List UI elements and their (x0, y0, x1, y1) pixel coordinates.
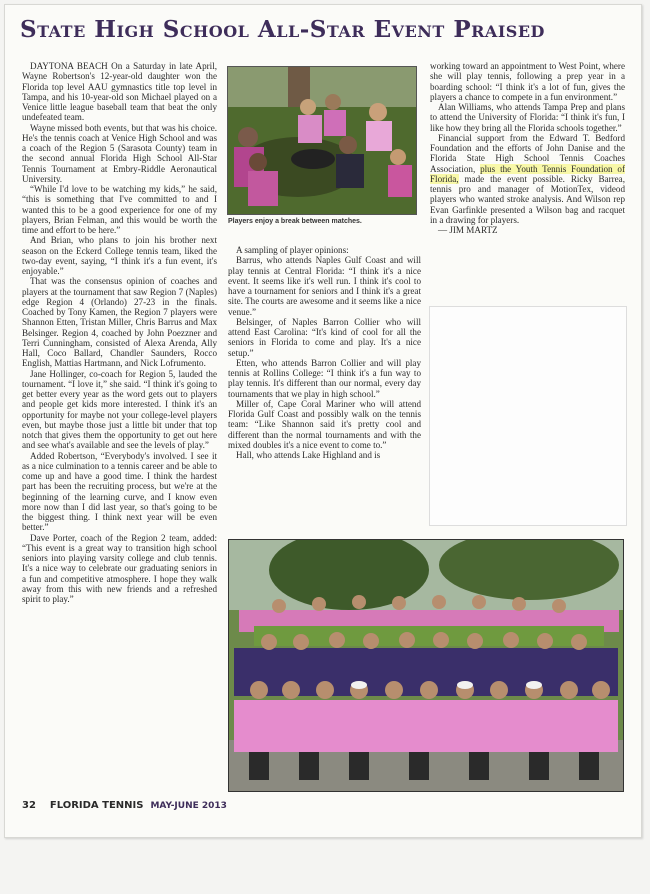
highlighted-text: plus the Youth Tennis Foundation of Florida, (430, 163, 625, 184)
paragraph: Belsinger, of Naples Barron Collier who will attend East Carolina: “It's kind of cool for all the seniors in Florida to come and play. It's a nice setup.” (228, 316, 421, 358)
paragraph: A sampling of player opinions: (236, 245, 349, 255)
article-column-3 (430, 61, 625, 235)
paragraph: Added Robertson, “Everybody's involved. I see it as a nice culmination to a tennis career and be able to come up and have a good time. I think the hardest part has been the recruiting process, but we're at the beginning of the learning curve, and I know even more now than I did last year, so that's going to be the biggest thing. I think next year will be even better.” (22, 450, 217, 533)
headline: State High School All-Star Event Praised (20, 16, 545, 43)
paragraph: That was the consensus opinion of coaches and players at the tournament that saw Region 7 (Naples) edge Region 4 (Orlando) 27-23 in the finals. Coached by Tony Kamen, the Region 7 players were Shannon Etten, Tristan Miller, Chris Barrus and Max Belsinger. Region 4, coached by John Poezzner and Terri Cunningham, consisted of Alexa Arenda, Ally Hall, Coco Ballard, Chandler Saunders, Rocco English, Mattias Hartmann, and Nick Lofrumento. (22, 276, 217, 369)
paragraph: Wayne missed both events, but that was his choice. He's the tennis coach at Venice High School and was a coach of the Region 5 (Sarasota County) team in the second annual Florida High School All-Star Tennis Tournament at Embry-Riddle Aeronautical University. (22, 122, 217, 184)
article-column-2 (228, 245, 421, 460)
byline: — JIM MARTZ (438, 225, 498, 235)
paragraph-text: Financial support from the Edward T. Bedford Foundation and the efforts of John Danise and the Florida State High School Tennis Coaches Association, (430, 132, 625, 174)
paragraph-text: made the event possible. Ricky Barrea, tennis pro and manager of MotionTex, videod players who wanted stroke analysis. And Wilson rep Evan Garfinkle presented a Wilson bag and racquet in a drawing for players. (430, 173, 625, 225)
paragraph: Barrus, who attends Naples Gulf Coast and will play tennis at Central Florida: “I think it's a nice event. It seems like it's well run. I think it's cool to have a tournament for seniors and I think it's a great site. The courts are awesome and it seems like a nice venue.” (228, 255, 421, 317)
photo-caption: Players enjoy a break between matches. (228, 218, 362, 225)
article-column-1 (22, 61, 217, 604)
paragraph (430, 133, 625, 225)
paragraph: Hall, who attends Lake Highland and is (236, 450, 381, 460)
paragraph: Etten, who attends Barron Collier and will play tennis at Rollins College: “I think it's a fun way to play tennis. It's different than our normal, every day tournaments that we play in high school.” (228, 357, 421, 399)
group-photo (228, 539, 624, 792)
paragraph: Dave Porter, coach of the Region 2 team, added: “This event is a great way to transition high school seniors into playing varsity college and club tennis. It's a nice way to celebrate our graduating seniors in a fun and competitive atmosphere. I hope they walk away from this with new friends and a refreshed spirit to play.” (22, 532, 217, 604)
players-break-photo (227, 66, 417, 215)
issue-date: MAY-JUNE 2013 (150, 801, 227, 811)
paragraph: And Brian, who plans to join his brother next season on the Eckerd College tennis team, liked the two-day event, saying, “I think it's a fun event, it's enjoyable.” (22, 235, 217, 276)
blank-ad-space (429, 306, 627, 526)
paragraph: Alan Williams, who attends Tampa Prep and plans to attend the University of Florida: “I think it's fun, I like how they bring all the Florida schools together.” (430, 102, 625, 133)
page-number: 32 (22, 800, 36, 811)
page-footer (22, 800, 227, 811)
magazine-name: FLORIDA TENNIS (49, 800, 144, 811)
paragraph: “While I'd love to be watching my kids,” he said, “this is something that I've committed to and I wanted this to be a good experience for one of my players, Brian Felman, and this would be worth the time and effort to be here.” (22, 184, 217, 235)
paragraph: Jane Hollinger, co-coach for Region 5, lauded the tournament. “I love it,” she said. “I think it's going to get better every year as the word gets out to players and people get kids more interested. I think it's an opportunity for maybe not your college-level players even, but maybe those just a little bit under that top notch that gives them the opportunity to get out here and see what's available and see the levels of play.” (22, 368, 217, 451)
paragraph: Miller of, Cape Coral Mariner who will attend Florida Gulf Coast and possibly walk on the tennis team: “Like Shannon said it's pretty cool and different than the normal tournaments and with the mixed doubles it's a nice event to come to.” (228, 398, 421, 450)
paragraph: DAYTONA BEACH On a Saturday in late April, Wayne Robertson's 12-year-old daughter won the Florida top level AAU gymnastics title top level in Tampa, and his 10-year-old son Michael played on a Venice little league baseball team that beat the only undefeated team. (22, 61, 217, 123)
paragraph: working toward an appointment to West Point, where she will play tennis, following a prep year in a boarding school: “I think it's a lot of fun, gives the players a chance to compete in a fun environment.” (430, 61, 625, 102)
